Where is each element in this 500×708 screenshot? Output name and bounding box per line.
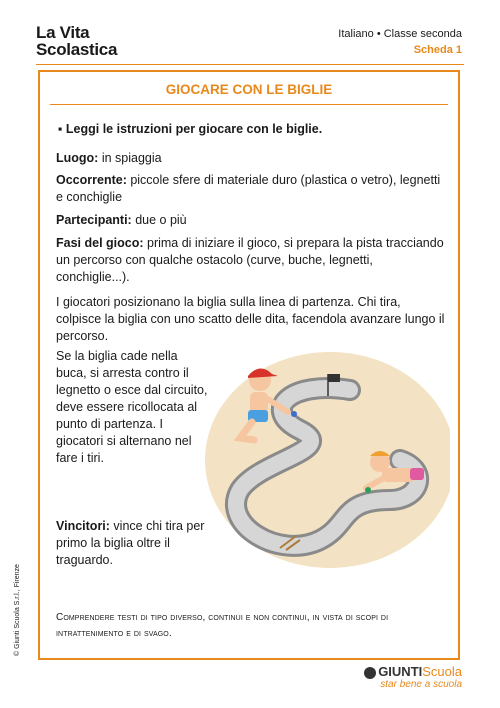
title-divider — [50, 104, 448, 105]
section-text: due o più — [131, 213, 187, 227]
giunti-logo-icon — [364, 667, 376, 679]
learning-goal: Comprendere testi di tipo diverso, continui e non continui, in vista di scopi di intrattenimento e di svago. — [56, 612, 389, 639]
section-text: piccole sfere di materiale duro (plastica o vetro), legnetti e conchiglie — [56, 173, 441, 204]
brand-b: Scuola — [422, 664, 462, 679]
brand-a: GIUNTI — [378, 664, 423, 679]
instruction: ▪ Leggi le istruzioni per giocare con le biglie. — [58, 122, 323, 136]
subject-label: Italiano • Classe seconda — [338, 28, 462, 40]
section-partecipanti — [56, 212, 448, 229]
section-label: Occorrente: — [56, 173, 127, 187]
sheet-label: Scheda 1 — [413, 44, 462, 56]
section-occorrente — [56, 172, 448, 206]
marble-icon — [365, 487, 371, 493]
narrow-text: Se la biglia cade nella buca, si arresta contro il legnetto o esce dal circuito, deve essere ricollocata al punto di partenza. I giocatori si alternano nel fare i tiri. — [56, 349, 208, 465]
section-text: prima di iniziare il gioco, si prepara la pista tracciando un percorso con qualche ostacolo (curve, buche, legnetti, conchiglie...). — [56, 236, 444, 284]
section-label: Vincitori: — [56, 519, 110, 533]
brand-tagline: star bene a scuola — [380, 679, 462, 690]
marble-icon — [291, 411, 297, 417]
section-text: in spiaggia — [98, 151, 162, 165]
content-frame — [38, 70, 460, 660]
page-title: GIOCARE CON LE BIGLIE — [165, 82, 333, 97]
section-fasi — [56, 235, 448, 286]
logo-line2: Scolastica — [36, 40, 118, 59]
header-info — [338, 26, 462, 58]
section-text: vince chi tira per primo la biglia oltre il traguardo. — [56, 519, 205, 567]
section-vincitori — [56, 518, 208, 569]
section-label: Luogo: — [56, 151, 99, 165]
paragraph: I giocatori posizionano la biglia sulla linea di partenza. Chi tira, colpisce la biglia con uno scatto delle dita, facendola avanzare lungo il percorso. — [56, 295, 445, 343]
header-divider — [36, 64, 464, 65]
brand — [364, 664, 462, 690]
section-label: Fasi del gioco: — [56, 236, 144, 250]
copyright: © Giunti Scuola S.r.l., Firenze — [14, 564, 21, 656]
section-luogo — [56, 150, 448, 167]
logo-line1: La Vita — [36, 23, 90, 42]
logo — [36, 24, 117, 58]
section-label: Partecipanti: — [56, 213, 132, 227]
brand-name — [364, 664, 462, 679]
beach-illustration — [200, 350, 450, 570]
